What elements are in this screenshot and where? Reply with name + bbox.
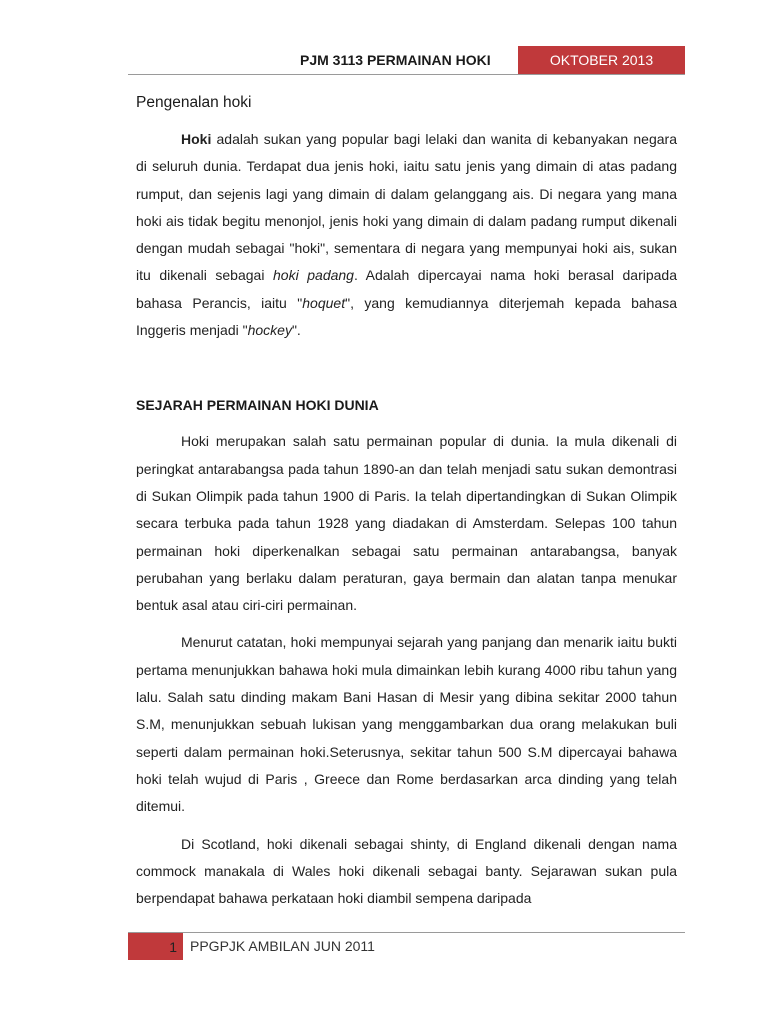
header-date-label: OKTOBER 2013: [549, 52, 654, 68]
page-number: 1: [169, 938, 177, 955]
intro-lead-term: Hoki: [181, 131, 212, 147]
intro-italic-hoquet: hoquet: [302, 294, 346, 311]
header-course-title: PJM 3113 PERMAINAN HOKI: [300, 52, 491, 68]
footer-label: PPGPJK AMBILAN JUN 2011: [190, 938, 375, 954]
intro-paragraph: [136, 126, 677, 344]
intro-italic-hockey: hockey: [247, 322, 292, 339]
history-paragraph-3: Di Scotland, hoki dikenali sebagai shinty, di England dikenali dengan nama commock manakala di Wales hoki dikenali sebagai banty. Sejarawan sukan pula berpendapat bahawa perkataan hoki diambil sempena daripada: [136, 835, 677, 907]
section-title-history: SEJARAH PERMAINAN HOKI DUNIA: [136, 397, 379, 414]
intro-text-3: ", yang kemudiannya diterjemah kepada bahasa Inggeris menjadi ": [136, 294, 677, 339]
header-divider: [128, 74, 685, 75]
intro-text-2: . Adalah dipercayai nama hoki berasal daripada bahasa Perancis, iaitu ": [136, 267, 677, 311]
footer-page-badge: [128, 933, 183, 960]
history-paragraph-2: Menurut catatan, hoki mempunyai sejarah yang panjang dan menarik iaitu bukti pertama menunjukkan bahawa hoki mula dimainkan lebih kurang 4000 ribu tahun yang lalu. Salah satu dinding makam Bani Hasan di Mesir yang dibina sekitar 2000 tahun S.M, menunjukkan sebuah lukisan yang menggambarkan dua orang melakukan buli seperti dalam permainan hoki.Seterusnya, sekitar tahun 500 S.M dipercayai bahawa hoki telah wujud di Paris , Greece dan Rome berdasarkan arca dinding yang telah ditemui.: [136, 634, 677, 815]
intro-italic-hoki-padang: hoki padang: [273, 267, 354, 284]
document-body: [136, 92, 677, 922]
history-paragraph-1: Hoki merupakan salah satu permainan popular di dunia. Ia mula dikenali di peringkat antarabangsa pada tahun 1890-an dan telah menjadi satu sukan demontrasi di Sukan Olimpik pada tahun 1900 di Paris. Ia telah dipertandingkan di Sukan Olimpik secara terbuka pada tahun 1928 yang diadakan di Amsterdam. Selepas 100 tahun permainan hoki diperkenalkan sebagai satu permainan antarabangsa, banyak perubahan yang berlaku dalam peraturan, gaya bermain dan alatan tanpa menukar bentuk asal atau ciri-ciri permainan.: [136, 433, 677, 614]
header-date-badge: [518, 46, 685, 74]
footer-divider: [128, 932, 685, 933]
section-title-intro: Pengenalan hoki: [136, 94, 252, 111]
intro-text-4: ".: [291, 322, 301, 339]
intro-text-1: adalah sukan yang popular bagi lelaki dan wanita di kebanyakan negara di seluruh dunia. Terdapat dua jenis hoki, iaitu satu jenis yang dimain di atas padang rumput, dan sejenis lagi yang dimain di dalam gelanggang ais. Di negara yang mana hoki ais tidak begitu menonjol, jenis hoki yang dimain di dalam padang rumput dikenali dengan mudah sebagai "hoki", sementara di negara yang mempunyai hoki ais, sukan itu dikenali sebagai: [136, 131, 677, 284]
